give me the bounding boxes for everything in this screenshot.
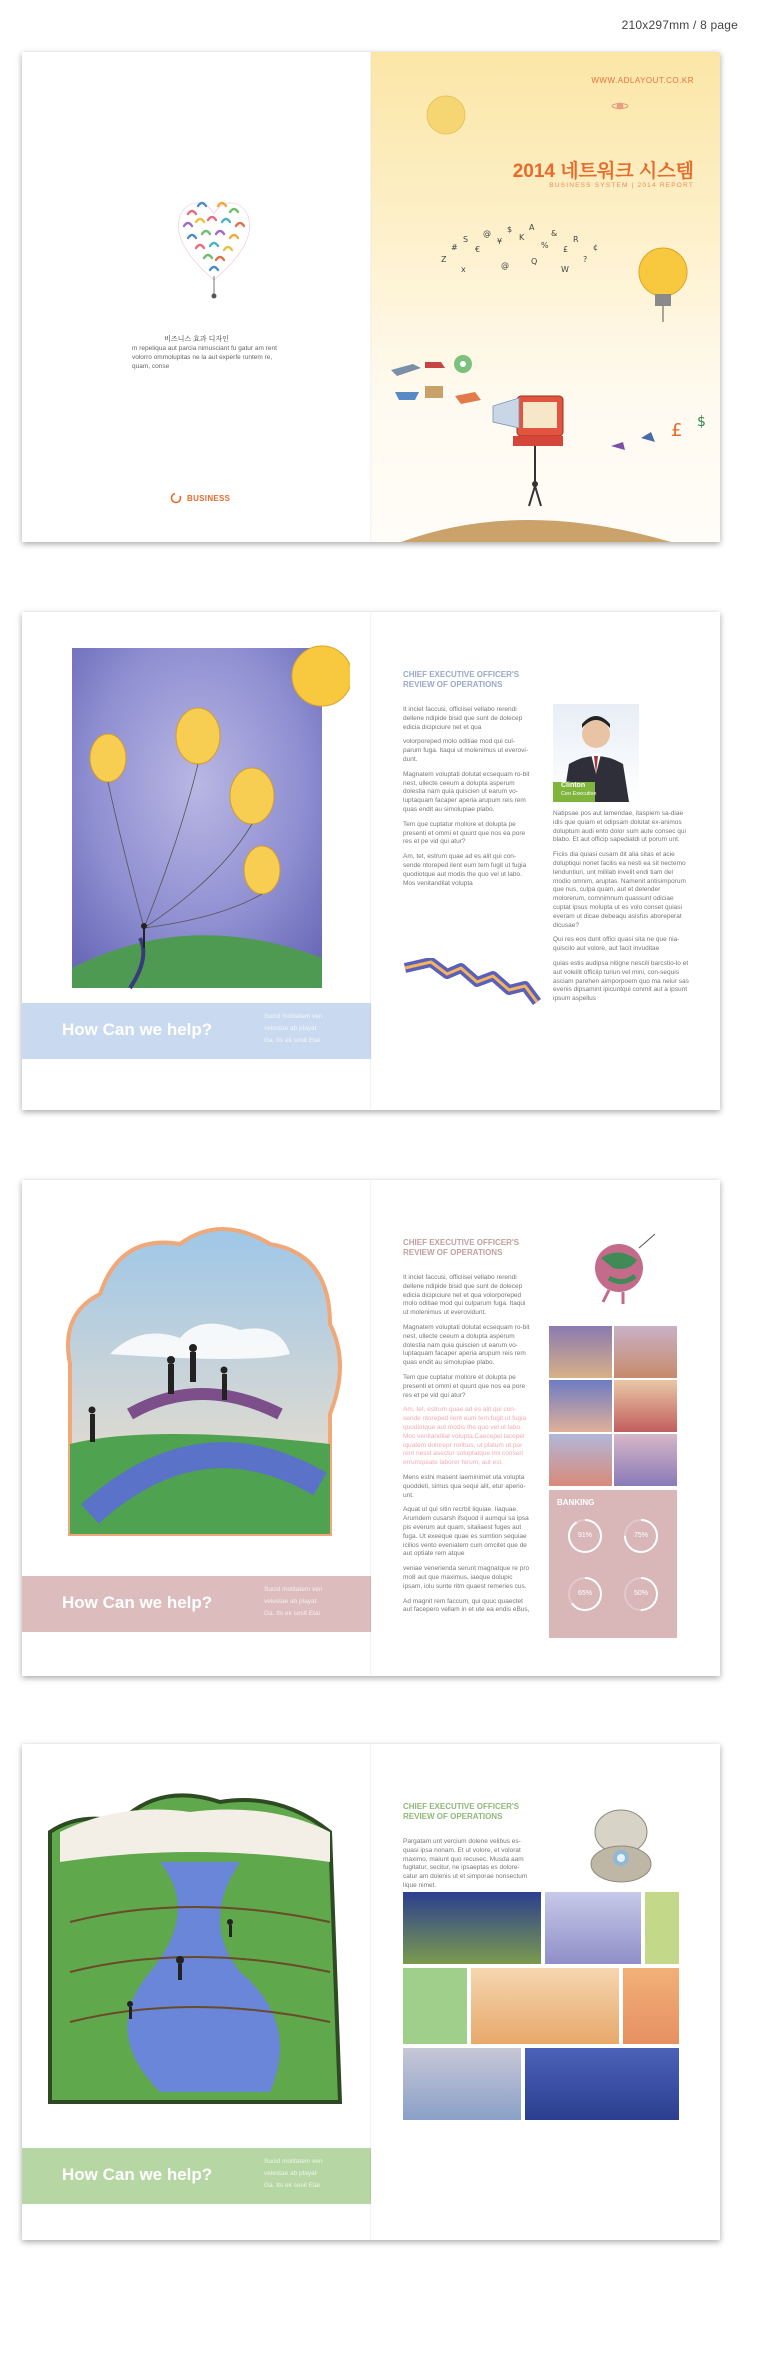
spread3-left-page [22,1180,371,1676]
donut-label: 91% [577,1532,592,1539]
paragraph: Qui res eos dunt offici quasi sita ne que nia-quiscilo aut volore, aut facit invuditae [553,936,680,953]
help-subtext-line: Ga. Its ek sosit Etai [264,1610,320,1617]
spine-shadow [370,52,372,542]
help-title: How Can we help? [62,1593,213,1612]
spine-shadow [370,1180,372,1676]
donut-label: 65% [577,1590,592,1597]
svg-text:A: A [529,223,535,232]
collage-image [403,2048,521,2120]
collage-image [545,1892,641,1964]
heading-line-1: CHIEF EXECUTIVE OFFICER'S [403,670,520,679]
collage-image [403,1968,467,2044]
heading-line-1: CHIEF EXECUTIVE OFFICER'S [403,1238,520,1247]
computer-carrier-illustration [483,382,583,512]
donut-label: 75% [633,1532,648,1539]
svg-text:€: € [475,245,481,254]
sun-illustration [423,92,469,138]
svg-text:£: £ [671,420,683,441]
paragraph: volorporeped molo oditiae mod qui cul-parum fuga. Itaqui ut molenimus ut everovi-dunt. [403,738,529,763]
grid-image [614,1434,677,1486]
page-size-caption: 210x297mm / 8 page [621,18,738,32]
svg-text:R: R [573,235,579,244]
help-subtext [264,1011,354,1047]
spread4-left-page [22,1744,371,2240]
heading-line-2: REVIEW OF OPERATIONS [403,1812,503,1821]
collage-image [645,1892,679,1964]
balloons-painting [70,638,350,1002]
svg-text:$: $ [697,414,706,430]
oyster-pearl-illustration [581,1802,661,1892]
paragraph: Aquat ut qui sitin recrbil liquiae. Iiaquae. Arumdem cusarsh ifsquod il aumqui sa ipsa pis everum aut quam, sitaliaest fuges aut fuga. Ut exeeque quae es sumtion sequiae icilios vento eveniatem cum omcitet que de aut optiate rem atque [403,1506,529,1558]
flying-symbols-illustration [431,222,631,292]
help-subtext-line: velestae ab playat [264,1598,317,1605]
cover-tagline: 비즈니스 효과 디자인 [164,336,229,343]
svg-text:Z: Z [441,255,447,264]
help-subtext-line: Sucid molitatem ven [264,1586,323,1593]
body-column-1 [403,1274,531,1621]
heading-line-2: REVIEW OF OPERATIONS [403,1248,503,1257]
svg-text:@: @ [483,229,491,238]
grid-image [614,1380,677,1432]
heading-line-1: CHIEF EXECUTIVE OFFICER'S [403,1802,520,1811]
svg-text:?: ? [583,255,588,264]
svg-text:¥: ¥ [497,237,503,246]
paragraph: Ficiis dia quiasi cusam dit alia sitas et acie doluptiqui nonet facilis ea nesti ea sit nectemo lenduntiuri, unt mililab invelit endi tiam del modio omnim, aruptas. Namenit antisimporum que nus, culpa quam, aut et delender molorerum, comnimnum quassunt odiciae cuptat ipsus molupta ut es volo conset quiasi everam ut dicae debeaqu asisfus aboreperat dicusae? [553,851,686,929]
grid-image [549,1380,612,1432]
banking-title: BANKING [557,1498,595,1507]
grid-image [549,1326,612,1378]
collage-image [403,1892,541,1964]
photo-collage [403,1892,679,2140]
grid-image [614,1326,677,1378]
section-heading [403,1238,519,1258]
photo-caption [561,782,596,798]
help-subtext [264,2156,354,2192]
help-title: How Can we help? [62,2165,213,2184]
cover-subtitle: BUSINESS SYSTEM | 2014 REPORT [549,182,694,189]
help-subtext-line: Sucid molitatem ven [264,2158,323,2165]
svg-text:$: $ [507,225,513,234]
body-column-2 [553,810,689,1010]
grid-image [549,1434,612,1486]
svg-text:x: x [461,265,466,274]
help-subtext [264,1584,354,1620]
planet-illustration [611,100,629,112]
cover-spread [22,52,720,542]
donut-label: 50% [633,1590,648,1597]
paragraph: veniae venerienda serunt magnatque re pro mo8 aut que maximus, iaeque dolupic ipsam, iolu sunte ritm quaest remeries cus. [403,1565,530,1590]
cover-url: WWW.ADLAYOUT.CO.KR [591,76,694,85]
hill-illustration [371,504,720,542]
help-band [22,1003,371,1059]
paragraph: Tem que cuptatur mollore et dolupta pe presenti et ommi et quunt que nos ea pore res et pe vid qui atur? [403,820,526,846]
paragraph: Ad magnit rem faccum, qui quuc quaectet aut facepero vellam in et ute ea endis eBus, [403,1597,530,1614]
paragraph: Natipsae pos aut lamendae, itaspiem sa-diae idis que quiam et odipsam dolutat ex-animos doluptum audi ento dolor sum aute consec qui blabo. Et aut officip sapediatdi ut porum unt. [553,810,686,844]
globe-pig-illustration [579,1228,669,1318]
tightrope-painting [40,1772,350,2112]
heading-line-2: REVIEW OF OPERATIONS [403,680,503,689]
collage-image [623,1968,679,2044]
paragraph: Am, tet, estrum quae ad es alit qui con-sende ntoreped ilent eum tem fugit ut fugia quodiotque aut modis the quo vel ut labo. Mos venitandilat volupta [403,853,527,887]
logo-ring-icon [170,492,182,504]
spread2-left-page [22,612,371,1110]
svg-text:%: % [541,241,549,250]
maze-illustration [401,958,541,1008]
banking-donut-chart [565,1574,605,1614]
banking-panel [549,1490,677,1638]
banking-donut-chart [621,1574,661,1614]
logo-text: BUSINESS [187,493,231,503]
help-title: How Can we help? [62,1020,213,1039]
objects-illustration [385,352,495,422]
paragraph: It inciet faccusi, officiisei vellabo rerendi dellene ndipide bisid que sunt de dolecep edicia dicipiciure net et qua volorporeped molo oditiae mod qui culparum fuga. Itaqui ut molenimus ut everovidunt. [403,1274,526,1317]
svg-text:¢: ¢ [593,243,599,252]
cover-front-page [371,52,720,542]
spread4-right-page [371,1744,720,2240]
paragraph: Tem que cuptatur mollore et dolupta pe presenti et ommi et quunt que nos ea pore res et pe vid qui atur? [403,1373,526,1399]
collage-image [471,1968,619,2044]
help-band [22,1576,371,1632]
svg-text:K: K [519,233,525,242]
paragraph: quias estis audipsa nitigne nescili barcstio-lo et aut voleilit officiip turiun vel mini, con-sequis asciam parehen aimporpoem quo ma neiur sas evenis dipsamint ipicuntqui conmit aut a ipsunt ipsum aspellus [553,959,689,1003]
help-subtext-line: Sucid molitatem ven [264,1013,323,1020]
spread3-right-page [371,1180,720,1676]
paragraph: It inciet faccusi, officiisei vellabo rerendi dellene ndipide bisid que sunt de dolecep edicia dicipiciure net et qua [403,706,523,731]
spine-shadow [370,1744,372,2240]
section-heading [403,1802,519,1822]
paragraph-highlight: Am, tet, estrum quae ad es alit qui con-sende ntoreped ilent eum tem fugit ut fugia quodiotque aut modis the quo vel ut labo. Mos venitandilat volupta.Caecepel lacepel iquatem dolorepr roribus, ut platum ut por rent nesst asectur soluptatque imi conseri errumquiate laborer ferum, aut est. [403,1406,527,1467]
collage-image [525,2048,679,2120]
svg-text:Q: Q [531,257,538,266]
paragraph: Mens estni masent iaeminimet uta volupta quoddeti, simus qua sequi alit, etur aperio-unt. [403,1473,526,1499]
paragraph: Pargatam unt vercium dolene velibus es-quasi ipsa nonam. Et ut volore, et volorat maximo, maiunt quo recusec. Musda aam fugitatur, secitur, ne ipsaeptas es dolore-catur am dolenis ut et simporae nonsectum lique nimet. [403,1838,528,1889]
ceo-spread-3 [22,1744,720,2240]
spine-shadow [370,612,372,1110]
business-logo [170,492,230,504]
svg-text:@: @ [501,261,509,270]
svg-text:£: £ [563,245,569,254]
floating-icons-illustration [601,412,711,472]
section-heading [403,670,519,690]
photo-caption-name: Clinton [561,782,586,789]
cover-title: 2014 네트워크 시스템 [512,161,694,182]
svg-text:#: # [451,243,458,252]
ceo-spread-1 [22,612,720,1110]
help-band [22,2148,371,2204]
help-subtext-line: Ga. Its ek sosit Etai [264,1037,320,1044]
help-subtext-line: velestae ab playat [264,1025,317,1032]
banking-donut-chart [621,1516,661,1556]
svg-text:&: & [551,229,558,238]
banking-donut-chart [565,1516,605,1556]
photo-caption-title: Ceo Executive [561,791,597,797]
lightbulb-illustration [633,244,693,324]
paragraph: Magnatem voluptati dolutat ecsequam ro-bit nest, ullecte ceeum a dolupta asperum dolestia nam quia quiscien ut earum vo-luptaquam facaper aperia arupum reis rem quas endit au simolupiae plabo. [403,770,530,813]
ceo-spread-2 [22,1180,720,1676]
spread2-right-page [371,612,720,1110]
heart-balloon-illustration [174,192,254,302]
cover-body-text: m repeliqua aut parcia nimusciant fu gatur am rent volorro ommolupitas ne la aut experfe runtem re, quam, conse [132,345,277,370]
svg-text:S: S [463,235,469,244]
body-column-1 [403,706,531,894]
ceo-photo [553,704,639,802]
paragraph: Magnatem voluptati dolutat ecsequam ro-bit nest, ullecte ceeum a dolupta asperum dolestia nam quia quiscien ut earum vo-luptaquam facaper aperia arupum reis rem quas endit au simolupiae plabo. [403,1323,530,1367]
photo-grid [549,1326,677,1486]
help-subtext-line: Ga. Its ek sosit Etai [264,2182,320,2189]
svg-text:W: W [561,265,569,274]
cloud-bridge-painting [50,1214,350,1554]
help-subtext-line: velestae ab playat [264,2170,317,2177]
cover-back-page [22,52,371,542]
